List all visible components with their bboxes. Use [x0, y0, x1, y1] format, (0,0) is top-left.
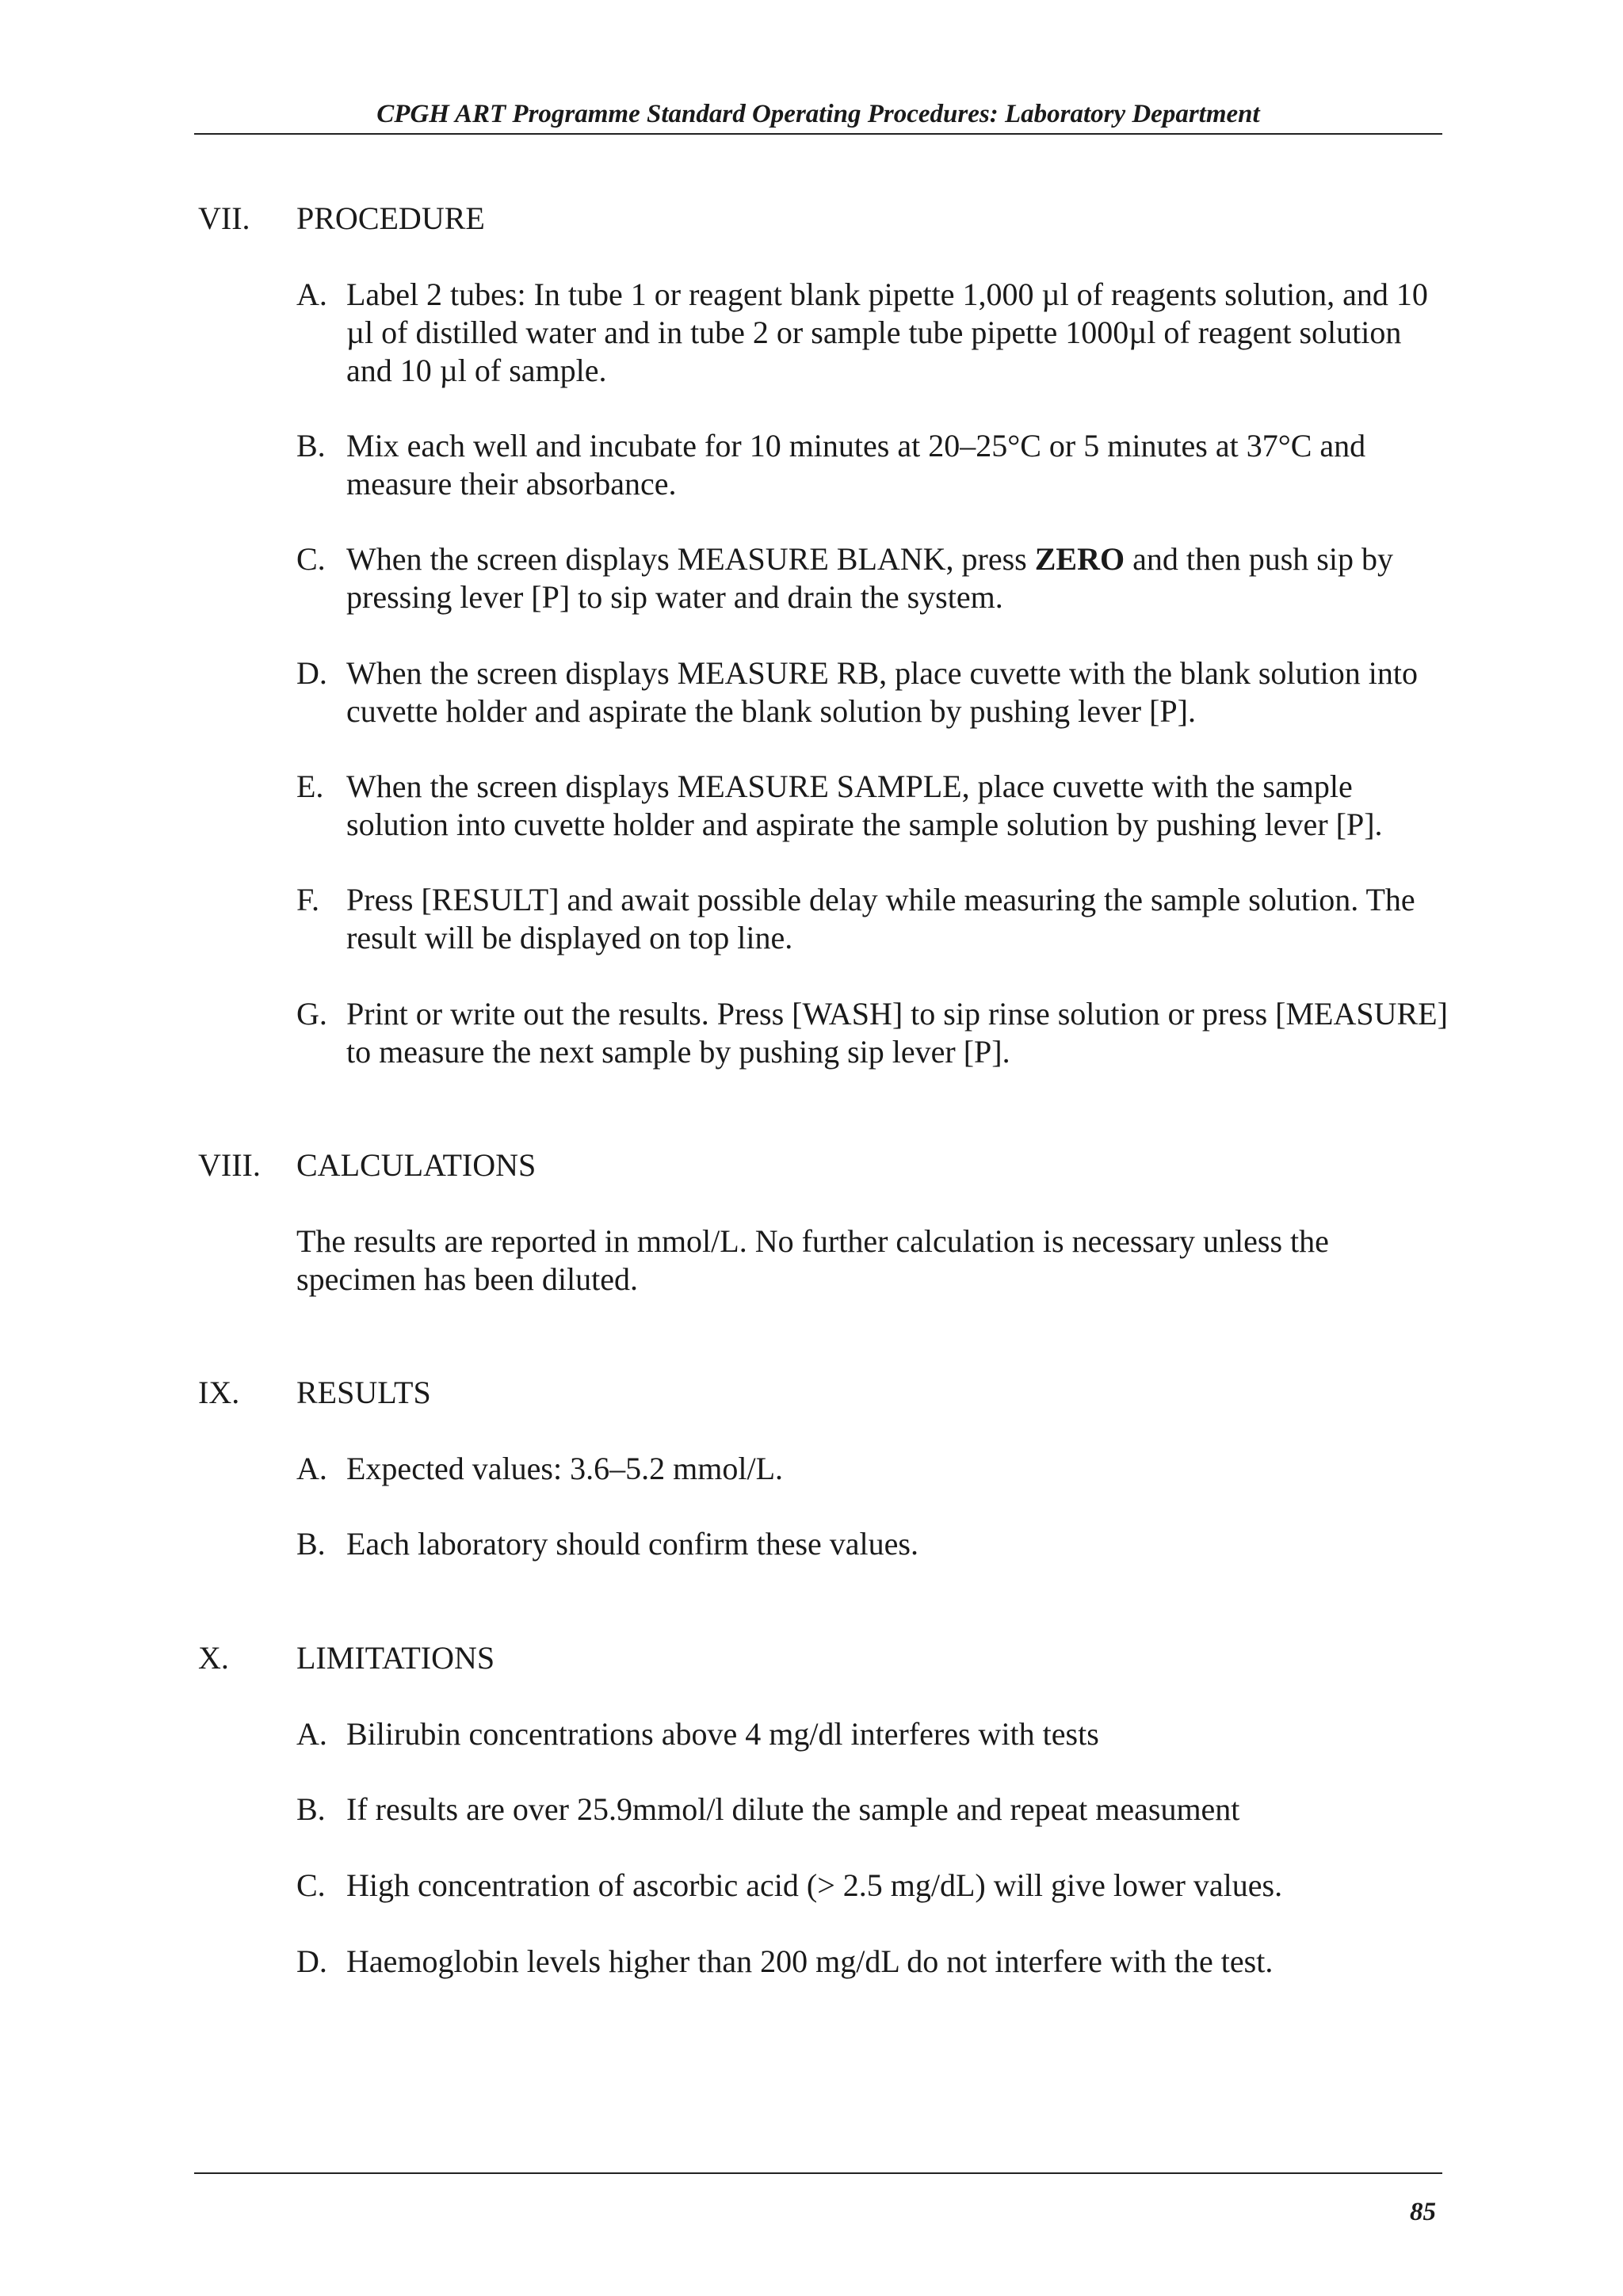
- section-number: VIII.: [198, 1147, 261, 1183]
- section-title-results: RESULTS: [296, 1375, 431, 1410]
- list-item-text: Print or write out the results. Press [WASH] to sip rinse solution or press [MEASURE] to measure the next sample by pushing sip lever [P].: [346, 996, 1448, 1070]
- section-number: VII.: [198, 200, 250, 236]
- section-title-limitations: LIMITATIONS: [296, 1640, 495, 1676]
- list-item-text: Haemoglobin levels higher than 200 mg/dL do not interfere with the test.: [346, 1943, 1274, 1979]
- list-item-letter: B.: [296, 428, 326, 463]
- item-text-part: and then push sip by pressing lever [P] to sip water and drain the system.: [346, 541, 1393, 615]
- section-title-calculations: CALCULATIONS: [296, 1147, 537, 1183]
- list-item-text: When the screen displays MEASURE SAMPLE, place cuvette with the sample solution into cuvette holder and aspirate the sample solution by pushing lever [P].: [346, 769, 1383, 842]
- list-item-letter: G.: [296, 996, 327, 1032]
- list-item-letter: C.: [296, 541, 326, 577]
- list-item-text: Expected values: 3.6–5.2 mmol/L.: [346, 1451, 783, 1486]
- calculations-paragraph: The results are reported in mmol/L. No further calculation is necessary unless the specimen has been diluted.: [296, 1223, 1329, 1297]
- header-rule: [194, 133, 1442, 135]
- footer-rule: [194, 2172, 1442, 2174]
- list-item-text: Mix each well and incubate for 10 minutes at 20–25°C or 5 minutes at 37°C and measure their absorbance.: [346, 428, 1366, 502]
- running-header: CPGH ART Programme Standard Operating Procedures: Laboratory Department: [376, 100, 1260, 128]
- list-item-text: Press [RESULT] and await possible delay while measuring the sample solution. The result will be displayed on top line.: [346, 882, 1415, 955]
- list-item-text: Label 2 tubes: In tube 1 or reagent blank pipette 1,000 µl of reagents solution, and 10 µl of distilled water and in tube 2 or sample tube pipette 1000µl of reagent solution and 10 µl of sample.: [346, 277, 1428, 388]
- list-item-letter: C.: [296, 1867, 326, 1903]
- list-item-text: Each laboratory should confirm these values.: [346, 1526, 918, 1562]
- item-text-part: When the screen displays MEASURE BLANK, press: [346, 541, 1035, 577]
- list-item-letter: D.: [296, 1943, 327, 1979]
- page-number: 85: [1410, 2198, 1436, 2226]
- list-item-text: If results are over 25.9mmol/l dilute the sample and repeat measument: [346, 1791, 1240, 1827]
- list-item-text: [346, 540, 1448, 616]
- list-item-text: High concentration of ascorbic acid (> 2.5 mg/dL) will give lower values.: [346, 1867, 1283, 1903]
- list-item-letter: F.: [296, 882, 320, 917]
- zero-key-label: ZERO: [1034, 541, 1125, 577]
- list-item-letter: D.: [296, 655, 327, 691]
- list-item-letter: A.: [296, 277, 327, 312]
- section-title-procedure: PROCEDURE: [296, 200, 485, 236]
- list-item-letter: A.: [296, 1716, 327, 1752]
- list-item-text: Bilirubin concentrations above 4 mg/dl interferes with tests: [346, 1716, 1099, 1752]
- list-item-letter: E.: [296, 769, 324, 804]
- list-item-letter: B.: [296, 1526, 326, 1562]
- list-item-text: When the screen displays MEASURE RB, place cuvette with the blank solution into cuvette holder and aspirate the blank solution by pushing lever [P].: [346, 655, 1418, 729]
- list-item-letter: B.: [296, 1791, 326, 1827]
- list-item-letter: A.: [296, 1451, 327, 1486]
- section-number: IX.: [198, 1375, 240, 1410]
- section-number: X.: [198, 1640, 229, 1676]
